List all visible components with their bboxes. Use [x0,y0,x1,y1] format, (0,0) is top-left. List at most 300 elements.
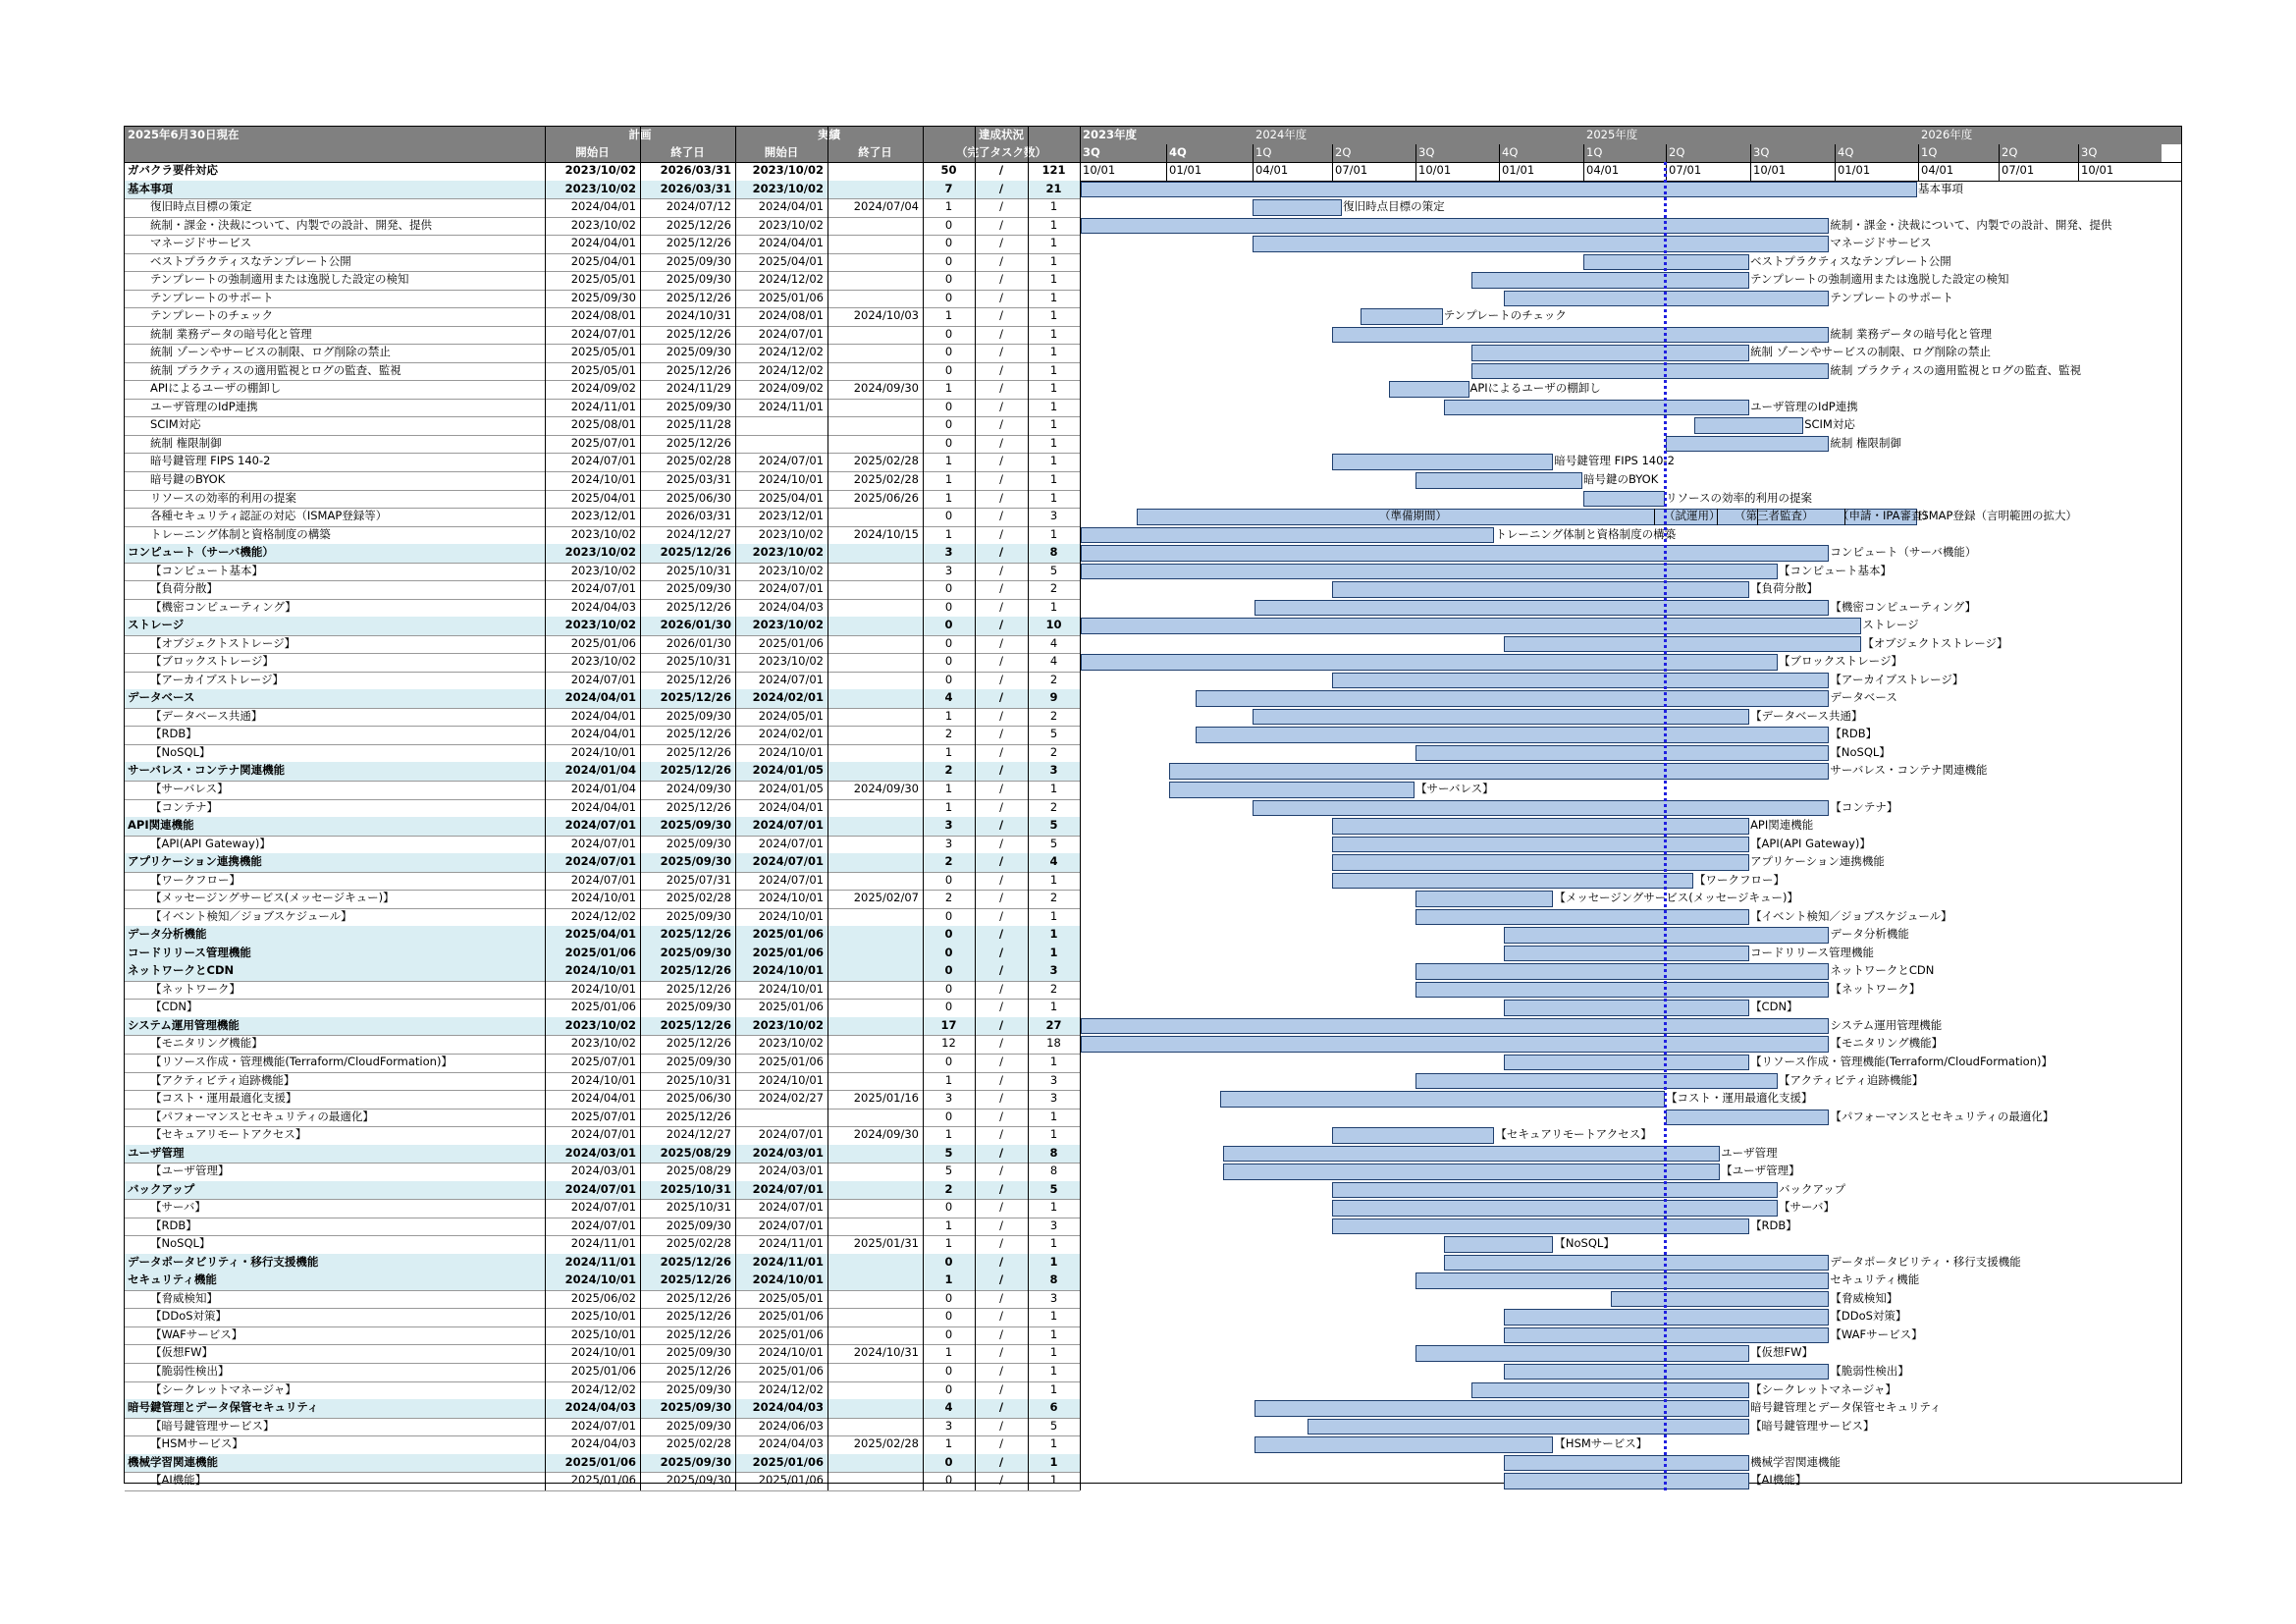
gantt-bar-label: 【サーバレス】 [1415,782,1494,796]
row-total: 1 [1049,217,1058,232]
month-label: 10/01 [1753,163,1787,177]
row-done: 0 [944,253,953,268]
row-done: 1 [944,490,953,505]
gantt-bar [1471,272,1749,289]
row-sep: / [999,1036,1003,1051]
row-pe: 2025/09/30 [666,272,731,287]
row-sep: / [999,472,1003,486]
row-ae: 2024/09/30 [853,1127,919,1142]
row-as: 2023/10/02 [735,181,828,199]
gantt-bar [1504,946,1749,962]
row-total: 4 [1049,635,1058,650]
row-ae [828,689,923,708]
row-total: 1 [1049,199,1058,214]
gantt-bar [1332,1127,1494,1144]
gantt-bar-label: マネージドサービス [1830,236,1932,250]
row-pe: 2025/09/30 [640,1399,735,1418]
row-pe: 2025/06/30 [666,1091,731,1106]
row-pe: 2025/09/30 [666,1054,731,1068]
row-sep: / [999,490,1003,505]
row-ae [828,435,923,454]
row-ae [828,617,923,635]
row-total: 10 [1028,617,1080,635]
row-done: 0 [944,908,953,923]
row-done: 2 [923,762,975,781]
row-done: 1 [944,454,953,468]
row-ae [828,1454,923,1473]
row-as: 2024/04/01 [758,799,824,814]
row-ps: 2024/04/03 [545,1399,640,1418]
gantt-bar [1666,436,1829,453]
row-name: 【コスト・運用最適化支援】 [150,1091,297,1106]
row-as: 2023/10/02 [735,1017,828,1036]
row-ps: 2025/05/01 [570,345,636,359]
gantt-bar-label: 【オブジェクトストレージ】 [1862,635,2008,650]
row-pe: 2025/09/30 [666,399,731,413]
row-ps: 2023/10/02 [570,654,636,669]
month-label: 04/01 [1586,163,1620,177]
row-name: 【ネットワーク】 [150,981,240,996]
row-done: 0 [944,326,953,341]
row-total: 4 [1049,654,1058,669]
gantt-bar [1504,1055,1749,1071]
row-ps: 2024/09/02 [570,381,636,396]
row-total: 1 [1049,526,1058,541]
row-sep: / [975,181,1028,199]
gantt-bar [1415,1073,1778,1090]
month-label: 07/01 [2002,163,2035,177]
row-done: 0 [944,509,953,523]
row-as: 2024/07/01 [758,326,824,341]
row-as: 2023/10/02 [758,654,824,669]
gantt-bar-label: 暗号鍵のBYOK [1583,472,1659,486]
row-done: 0 [923,962,975,981]
row-total: 1 [1049,326,1058,341]
row-as: 2024/06/03 [758,1418,824,1433]
row-ps: 2025/05/01 [570,362,636,377]
row-ae: 2025/01/16 [853,1091,919,1106]
row-as: 2024/12/02 [758,362,824,377]
row-total: 9 [1028,689,1080,708]
gantt-bar-label: 復旧時点目標の策定 [1343,199,1445,214]
row-total: 8 [1049,1164,1058,1178]
row-done: 2 [923,853,975,872]
gantt-bar-label: 【サーバ】 [1779,1200,1835,1215]
gantt-bar [1332,673,1829,689]
row-total: 3 [1028,962,1080,981]
gantt-bar-label: 【ブロックストレージ】 [1779,654,1902,669]
row-as: 2024/10/01 [758,908,824,923]
gantt-bar-label: 【ワークフロー】 [1694,872,1786,887]
row-name: 統制 業務データの暗号化と管理 [150,326,312,341]
row-ae [828,344,923,362]
row-pe: 2025/09/30 [666,1345,731,1360]
row-done: 1 [944,1436,953,1451]
row-done: 17 [923,1017,975,1036]
row-done: 0 [944,1363,953,1378]
row-sep: / [999,1236,1003,1251]
row-ps: 2024/07/01 [570,326,636,341]
row-total: 2 [1049,581,1058,596]
row-ae [828,726,923,744]
row-sep: / [999,799,1003,814]
gantt-bar [1081,618,1861,634]
row-name: トレーニング体制と資格制度の構築 [150,526,331,541]
row-done: 0 [944,290,953,304]
row-sep: / [999,381,1003,396]
row-as: 2023/10/02 [758,217,824,232]
row-as: 2025/01/06 [758,1309,824,1324]
row-sep: / [975,1399,1028,1418]
row-sep: / [999,563,1003,577]
row-pe: 2025/09/30 [666,836,731,850]
row-name: 【サーバ】 [150,1200,206,1215]
actual-header: 実績 [735,127,923,144]
row-ae: 2024/09/30 [853,782,919,796]
row-done: 0 [944,435,953,450]
row-total: 2 [1049,799,1058,814]
row-done: 0 [944,272,953,287]
row-name: データベース [125,689,545,708]
row-ae [828,945,923,963]
row-total: 1 [1049,872,1058,887]
month-label: 01/01 [1169,163,1202,177]
gantt-bar-label: ユーザ管理 [1721,1145,1778,1160]
row-ps: 2025/05/01 [570,272,636,287]
row-ae [828,1218,923,1236]
row-as: 2024/09/02 [758,381,824,396]
row-pe: 2024/12/27 [666,1127,731,1142]
row-total: 2 [1049,744,1058,759]
row-sep: / [975,1454,1028,1473]
quarter-header: 3Q [1080,144,1166,162]
row-done: 1 [944,708,953,723]
row-ps: 2025/10/01 [570,1326,636,1341]
row-as: 2024/04/01 [758,199,824,214]
row-name: 【アーカイブストレージ】 [150,672,285,686]
gantt-bar-label: 【モニタリング機能】 [1830,1036,1944,1051]
gantt-bar-label: 統制 業務データの暗号化と管理 [1830,326,1993,341]
row-as: 2024/07/01 [758,1200,824,1215]
gantt-bar [1332,1218,1749,1235]
row-name: 【セキュアリモートアクセス】 [150,1127,307,1142]
row-sep: / [999,1072,1003,1087]
row-name: 【HSMサービス】 [150,1436,243,1451]
row-sep: / [999,1200,1003,1215]
row-pe: 2025/09/30 [640,853,735,872]
row-sep: / [999,236,1003,250]
row-done: 0 [944,581,953,596]
row-name: 【NoSQL】 [150,1236,211,1251]
row-done: 1 [944,744,953,759]
gantt-bar-label: リソースの効率的利用の提案 [1666,490,1812,505]
row-done: 50 [940,163,957,177]
row-ps: 2024/12/02 [570,1381,636,1396]
quarter-header: 2Q [1666,144,1750,162]
gantt-bar-label: 【DDoS対策】 [1830,1309,1907,1324]
row-total: 1 [1049,1127,1058,1142]
gantt-bar [1253,236,1829,252]
row-total: 3 [1049,509,1058,523]
row-sep: / [999,417,1003,432]
row-done: 3 [944,563,953,577]
row-ae [828,1199,923,1218]
gantt-bar [1081,1018,1829,1035]
row-ps: 2024/07/01 [570,672,636,686]
row-name: 各種セキュリティ認証の対応（ISMAP登録等） [150,509,388,523]
row-ps: 2024/04/01 [570,708,636,723]
row-ps: 2024/07/01 [570,1218,636,1232]
row-name: 【ブロックストレージ】 [150,654,274,669]
row-ps: 2024/07/01 [570,1200,636,1215]
gantt-bar [1471,363,1829,380]
row-name: 【サーバレス】 [150,782,229,796]
row-sep: / [999,1054,1003,1068]
gantt-bar [1253,709,1749,726]
row-sep: / [999,1109,1003,1123]
row-ps: 2025/06/02 [570,1290,636,1305]
row-done: 0 [923,926,975,945]
row-as: 2024/11/01 [758,399,824,413]
gantt-bar-label: 暗号鍵管理とデータ保管セキュリティ [1750,1400,1942,1415]
row-sep: / [975,689,1028,708]
row-as: 2025/04/01 [758,490,824,505]
quarter-header: 2Q [1332,144,1415,162]
row-total: 5 [1028,817,1080,836]
gantt-bar-label: データポータビリティ・移行支援機能 [1830,1254,2021,1269]
row-ae [828,416,923,435]
status-header: 達成状況 [923,127,1080,144]
actual-start-header: 開始日 [735,144,828,162]
row-pe: 2025/12/26 [666,435,731,450]
row-sep: / [975,762,1028,781]
gantt-bar [1081,564,1778,580]
gantt-bar [1169,763,1829,780]
row-total: 5 [1049,727,1058,741]
plan-header: 計画 [545,127,735,144]
row-sep: / [975,544,1028,563]
row-ps: 2025/07/01 [570,1109,636,1123]
row-ae [828,762,923,781]
row-done: 1 [944,472,953,486]
row-sep: / [999,362,1003,377]
row-as: 2025/01/06 [758,1054,824,1068]
gantt-bar-label: 【暗号鍵管理サービス】 [1750,1418,1875,1433]
row-ae [828,1181,923,1200]
row-as: 2024/03/01 [735,1145,828,1164]
gantt-bar [1415,745,1829,762]
row-pe: 2025/10/31 [666,563,731,577]
row-sep: / [999,1218,1003,1232]
row-name: システム運用管理機能 [125,1017,545,1036]
row-done: 1 [944,1218,953,1232]
gantt-bar-label: コンピュート（サーバ機能） [1830,545,1977,560]
row-ae [828,1035,923,1054]
row-pe: 2025/12/26 [666,1109,731,1123]
gantt-bar [1332,1182,1778,1199]
row-ps: 2024/10/01 [570,472,636,486]
row-as: 2024/02/01 [758,727,824,741]
row-as: 2024/07/01 [758,581,824,596]
row-ps: 2024/10/01 [570,891,636,905]
row-sep: / [975,617,1028,635]
row-pe: 2025/09/30 [640,1454,735,1473]
row-name: 【データベース共通】 [150,708,263,723]
row-total: 1 [1049,1309,1058,1324]
row-pe: 2025/12/26 [666,1290,731,1305]
row-done: 3 [944,1091,953,1106]
row-pe: 2025/12/26 [666,236,731,250]
row-as: 2025/01/06 [758,290,824,304]
row-ae [828,1163,923,1181]
row-sep: / [975,817,1028,836]
gantt-bar-label: 【脅威検知】 [1830,1290,1898,1305]
row-ae [828,708,923,727]
row-ae [828,544,923,563]
row-total: 5 [1049,563,1058,577]
gantt-bar-label: 【脆弱性検出】 [1830,1363,1909,1378]
gantt-bar-label: テンプレートのサポート [1830,290,1953,304]
row-pe: 2025/09/30 [666,1473,731,1488]
row-as: 2024/07/01 [758,872,824,887]
row-name: SCIM対応 [150,417,201,432]
ismap-phase-divider [1844,509,1845,525]
row-as: 2024/07/01 [735,853,828,872]
row-as: 2023/10/02 [758,526,824,541]
row-total: 3 [1049,1072,1058,1087]
row-done: 0 [923,617,975,635]
row-name: 【アクティビティ追跡機能】 [150,1072,295,1087]
row-as: 2024/11/01 [758,1236,824,1251]
row-name: 暗号鍵のBYOK [150,472,226,486]
row-sep: / [999,345,1003,359]
gantt-bar-label: 【コスト・運用最適化支援】 [1666,1091,1813,1106]
row-as: 2024/08/01 [758,308,824,323]
row-sep: / [999,1290,1003,1305]
row-total: 1 [1049,1473,1058,1488]
row-done: 0 [944,1000,953,1014]
gantt-bar-label: 統制 ゾーンやサービスの制限、ログ削除の禁止 [1750,345,1991,359]
row-pe: 2025/10/31 [666,1072,731,1087]
ismap-phase-label: （試運用） [1664,509,1721,523]
row-sep: / [999,399,1003,413]
row-as [735,416,828,435]
row-done: 0 [923,1254,975,1272]
ismap-phase-divider [1654,509,1655,525]
row-pe: 2025/09/30 [666,1418,731,1433]
row-ae [828,635,923,654]
row-total: 1 [1049,1326,1058,1341]
row-ae: 2025/02/28 [853,1436,919,1451]
row-total: 1 [1049,1381,1058,1396]
gantt-bar-label: 統制 権限制御 [1830,435,1902,450]
row-total: 3 [1028,762,1080,781]
row-total: 1 [1049,435,1058,450]
quarter-header: 1Q [1253,144,1332,162]
row-done: 1 [944,1127,953,1142]
row-ae [828,1308,923,1326]
month-label: 10/01 [1418,163,1452,177]
row-pe: 2025/12/26 [640,1017,735,1036]
row-done: 3 [923,817,975,836]
today-marker-line [1664,162,1667,1490]
row-as: 2024/03/01 [758,1164,824,1178]
gantt-bar-label: 【CDN】 [1750,1000,1798,1014]
gantt-bar [1081,654,1778,671]
row-as: 2024/07/01 [735,817,828,836]
row-pe: 2025/12/26 [666,1363,731,1378]
gantt-bar-label: データ分析機能 [1830,927,1909,942]
row-done: 2 [944,727,953,741]
row-total: 3 [1049,1218,1058,1232]
row-as: 2025/04/01 [758,253,824,268]
gantt-bar [1583,491,1665,508]
row-total: 1 [1049,1363,1058,1378]
row-as: 2024/07/01 [735,1181,828,1200]
row-as: 2024/12/02 [758,272,824,287]
row-name: 基本事項 [125,181,545,199]
gantt-bar [1415,1272,1829,1289]
gantt-bar-label: 【NoSQL】 [1830,744,1891,759]
column-divider [1080,127,1081,1490]
row-total: 1 [1049,362,1058,377]
row-sep: / [999,526,1003,541]
quarter-header: 4Q [1835,144,1918,162]
gantt-bar-label: 【AI機能】 [1750,1473,1807,1488]
row-sep: / [975,1145,1028,1164]
row-ps: 2024/11/01 [570,1236,636,1251]
row-name: 【シークレットマネージャ】 [150,1381,296,1396]
row-ps: 2025/01/06 [570,1000,636,1014]
row-sep: / [975,926,1028,945]
row-done: 0 [944,1109,953,1123]
row-ps: 2024/01/04 [545,762,640,781]
row-ae [828,1072,923,1091]
row-as: 2025/01/06 [758,1363,824,1378]
row-ps: 2024/04/03 [570,1436,636,1451]
row-pe: 2025/09/30 [666,1000,731,1014]
row-name: 【API(API Gateway)】 [150,836,271,850]
row-ps: 2024/10/01 [570,1345,636,1360]
quarter-header: 2Q [1999,144,2078,162]
gantt-bar-label: 機械学習関連機能 [1750,1454,1842,1469]
gantt-bar-label: ベストプラクティスなテンプレート公開 [1750,253,1951,268]
quarter-header: 3Q [1415,144,1499,162]
column-divider [640,127,641,1490]
row-total: 1 [1049,1236,1058,1251]
row-as: 2024/10/01 [758,744,824,759]
row-done: 0 [944,1054,953,1068]
ismap-phase-label: （申請・IPA審査） [1838,509,1934,523]
gantt-bar [1169,782,1415,798]
row-ps: 2024/07/01 [570,1127,636,1142]
row-name: 統制 プラクティスの適用監視とログの監査、監視 [150,362,401,377]
gantt-bar-label: 【API(API Gateway)】 [1750,836,1871,850]
gantt-bar [1081,218,1829,235]
row-sep: / [999,454,1003,468]
row-name: 統制・課金・決裁について、内製での設計、開発、提供 [150,217,433,232]
row-ps: 2024/08/01 [570,308,636,323]
gantt-bar [1504,1000,1749,1016]
row-as: 2024/04/03 [758,1436,824,1451]
row-name: 機械学習関連機能 [125,1454,545,1473]
gantt-bar-label: 【コンテナ】 [1830,799,1898,814]
row-ae [828,1254,923,1272]
row-done: 3 [944,836,953,850]
row-name: 【ユーザ管理】 [150,1164,230,1178]
row-done: 4 [923,689,975,708]
ismap-phase-label: （第三者監査） [1735,509,1814,523]
